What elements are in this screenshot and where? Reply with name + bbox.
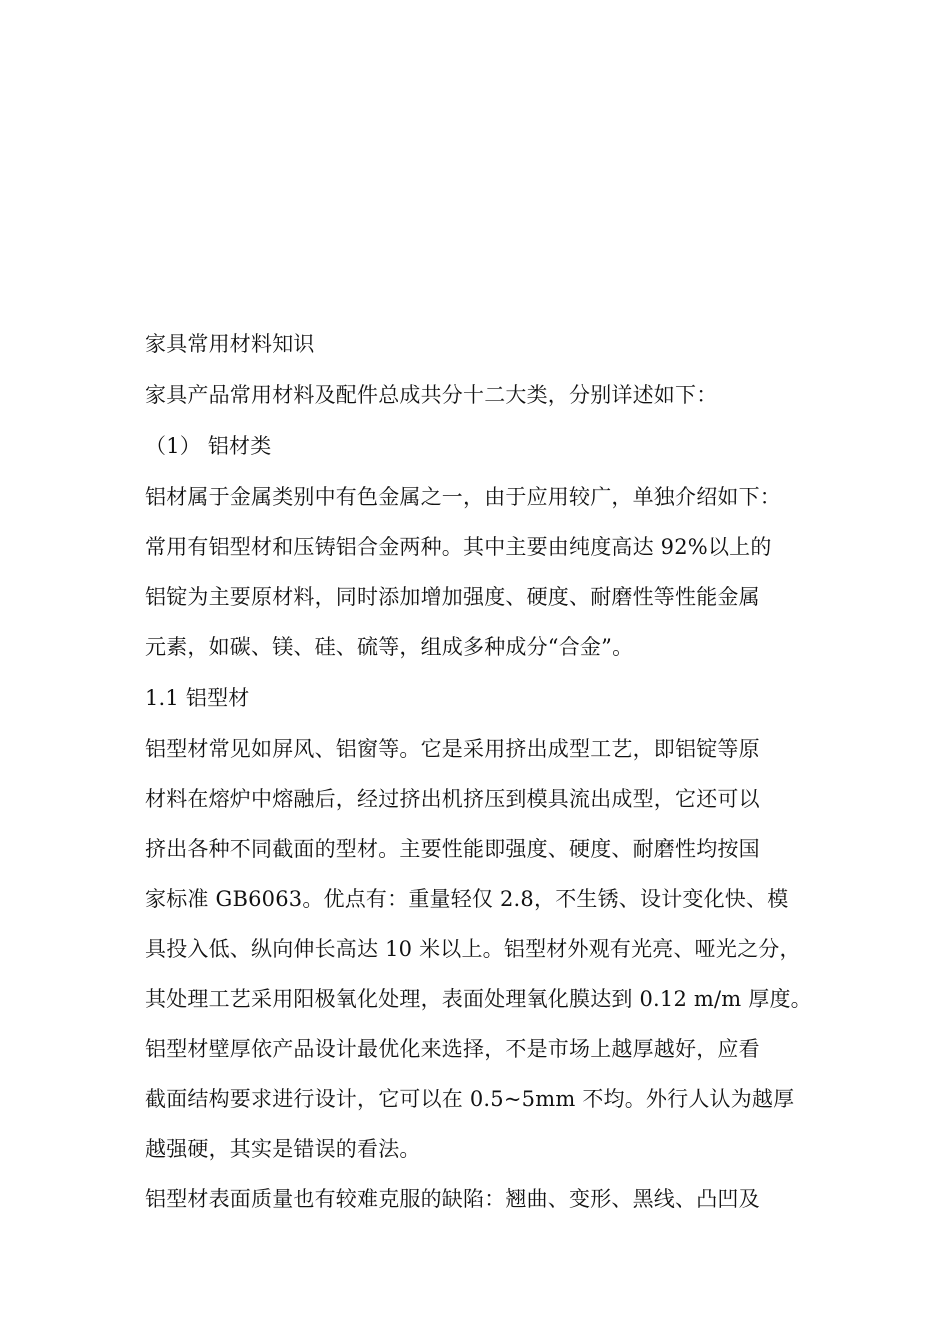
text-line: 截面结构要求进行设计，它可以在 0.5~5mm 不均。外行人认为越厚 — [145, 1087, 795, 1111]
text-line: 铝型材表面质量也有较难克服的缺陷：翘曲、变形、黑线、凸凹及 — [145, 1187, 760, 1211]
text-line: 挤出各种不同截面的型材。主要性能即强度、硬度、耐磨性均按国 — [145, 837, 760, 861]
text-line: 铝型材常见如屏风、铝窗等。它是采用挤出成型工艺，即铝锭等原 — [145, 737, 760, 761]
document-body — [145, 318, 835, 1224]
text-line: 其处理工艺采用阳极氧化处理，表面处理氧化膜达到 0.12 m/m 厚度。 — [145, 987, 812, 1011]
intro-paragraph: 家具产品常用材料及配件总成共分十二大类，分别详述如下： — [145, 383, 718, 407]
paragraph-aluminum-overview — [145, 472, 835, 672]
paragraph-aluminum-profile — [145, 724, 835, 1174]
text-line: 铝型材壁厚依产品设计最优化来选择，不是市场上越厚越好，应看 — [145, 1037, 760, 1061]
text-line: 越强硬，其实是错误的看法。 — [145, 1137, 421, 1161]
text-line: 材料在熔炉中熔融后，经过挤出机挤压到模具流出成型，它还可以 — [145, 787, 760, 811]
text-line: 具投入低、纵向伸长高达 10 米以上。铝型材外观有光亮、哑光之分， — [145, 937, 801, 961]
section-heading-aluminum: （1） 铝材类 — [145, 434, 272, 458]
text-line: 常用有铝型材和压铸铝合金两种。其中主要由纯度高达 92%以上的 — [145, 535, 772, 559]
paragraph-aluminum-defects — [145, 1174, 835, 1224]
text-line: 家标准 GB6063。优点有：重量轻仅 2.8，不生锈、设计变化快、模 — [145, 887, 789, 911]
text-line: 铝锭为主要原材料，同时添加增加强度、硬度、耐磨性等性能金属 — [145, 585, 760, 609]
section-heading-aluminum-profile: 1.1 铝型材 — [145, 686, 250, 710]
text-line: 元素，如碳、镁、硅、硫等，组成多种成分“合金”。 — [145, 635, 634, 659]
text-line: 铝材属于金属类别中有色金属之一，由于应用较广，单独介绍如下： — [145, 485, 781, 509]
document-title: 家具常用材料知识 — [145, 332, 315, 356]
